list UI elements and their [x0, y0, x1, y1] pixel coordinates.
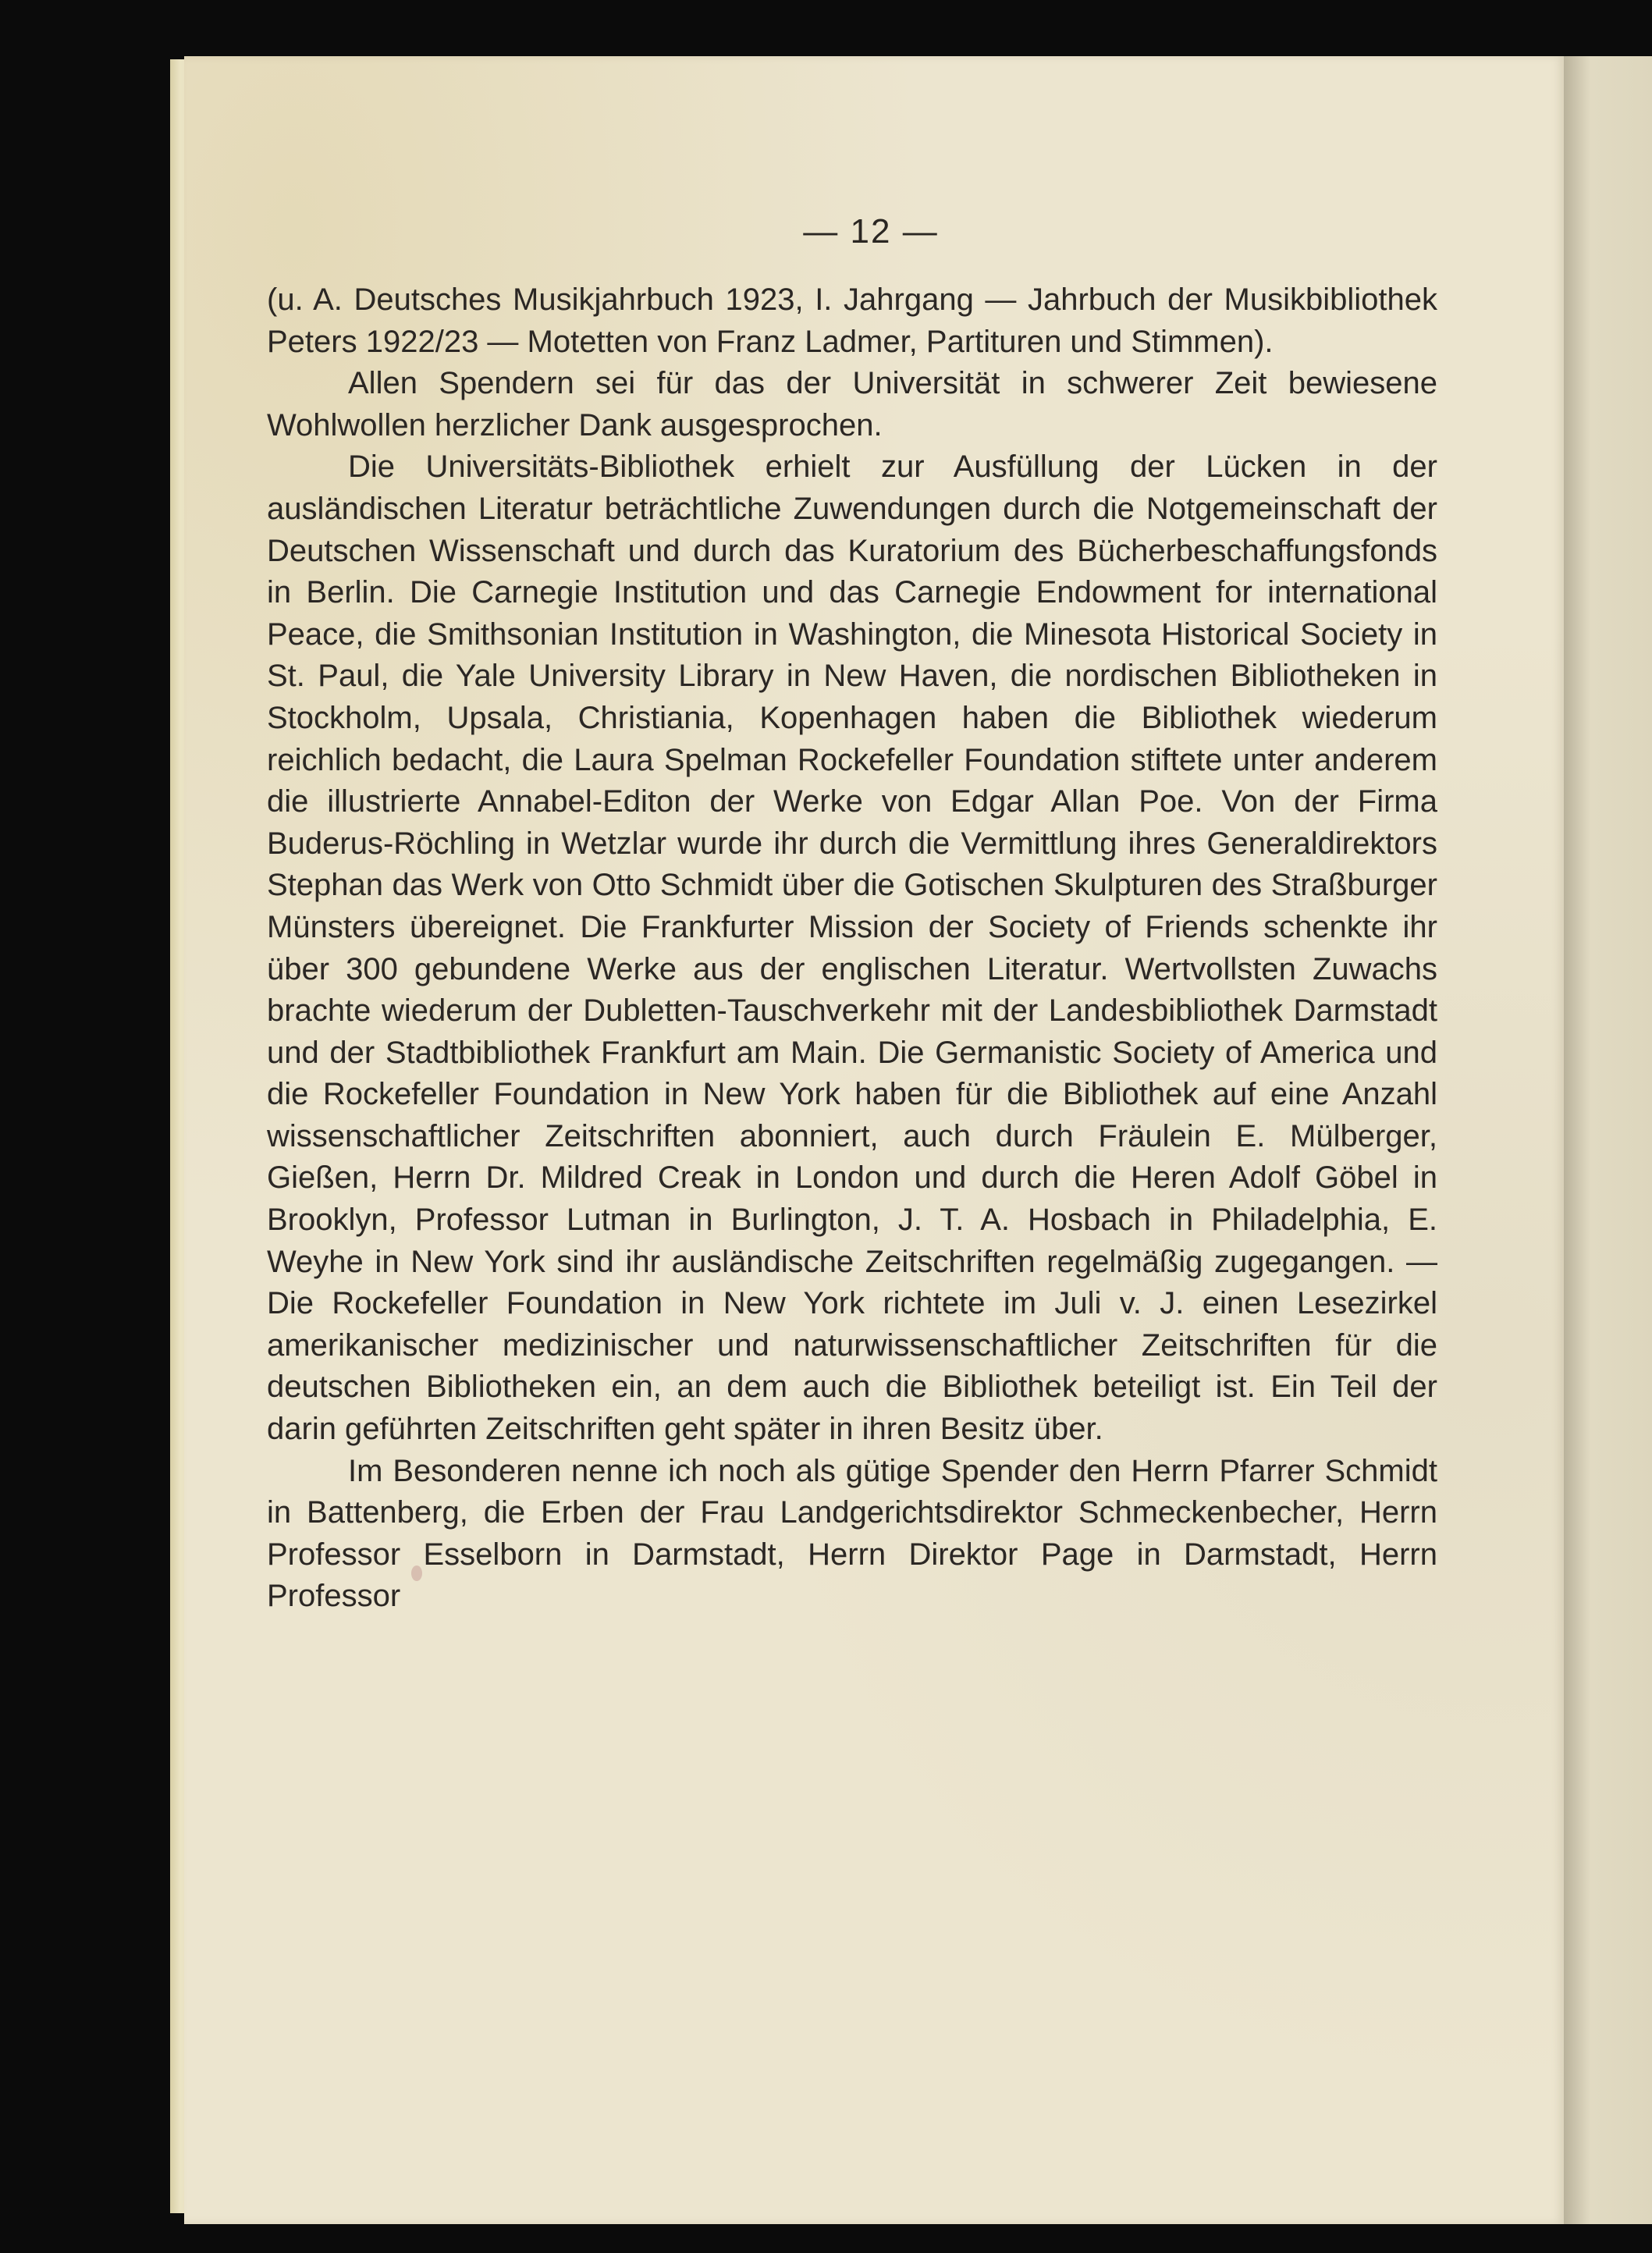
paragraph-thanks: Allen Spendern sei für das der Universität in schwerer Zeit bewiesene Wohlwollen herzlicher Dank ausgesprochen.: [267, 366, 1437, 442]
page-number: — 12 —: [803, 212, 939, 251]
paragraph-donors: Im Besonderen nenne ich noch als gütige Spender den Herrn Pfarrer Schmidt in Battenberg, die Erben der Frau Landgerichtsdirektor Schmeckenbecher, Herrn Professor Esselborn in Darmstadt, Herrn Direktor Page in Darmstadt, Herrn Professor: [267, 1453, 1437, 1614]
adjacent-page-edge: [1564, 56, 1652, 2224]
paragraph-continuation: (u. A. Deutsches Musikjahrbuch 1923, I. Jahrgang — Jahrbuch der Musikbibliothek Peters 1922/23 — Motetten von Franz Ladmer, Partituren und Stimmen).: [267, 283, 1437, 359]
paragraph-donations: Die Universitäts-Bibliothek erhielt zur Ausfüllung der Lücken in der ausländischen Literatur beträchtliche Zuwendungen durch die Notgemeinschaft der Deutschen Wissenschaft und durch das Kuratorium des Bücherbeschaffungsfonds in Berlin. Die Carnegie Institution und das Carnegie Endowment for international Peace, die Smithsonian Institution in Washington, die Minesota Historical Society in St. Paul, die Yale University Library in New Haven, die nordischen Bibliotheken in Stockholm, Upsala, Christiania, Kopenhagen haben die Bibliothek wiederum reichlich bedacht, die Laura Spelman Rockefeller Foundation stiftete unter anderem die illustrierte Annabel-Editon der Werke von Edgar Allan Poe. Von der Firma Buderus-Röchling in Wetzlar wurde ihr durch die Vermittlung ihres Generaldirektors Stephan das Werk von Otto Schmidt über die Gotischen Skulpturen des Straßburger Münsters übereignet. Die Frankfurter Mission der Society of Friends schenkte ihr über 300 gebundene Werke aus der englischen Literatur. Wertvollsten Zuwachs brachte wiederum der Dubletten-Tauschverkehr mit der Landesbibliothek Darmstadt und der Stadtbibliothek Frankfurt am Main. Die Germanistic Society of America und die Rockefeller Foundation in New York haben für die Bibliothek auf eine Anzahl wissenschaftlicher Zeitschriften abonniert, auch durch Fräulein E. Mülberger, Gießen, Herrn Dr. Mildred Creak in London und durch die Heren Adolf Göbel in Brooklyn, Professor Lutman in Burlington, J. T. A. Hosbach in Philadelphia, E. Weyhe in New York sind ihr ausländische Zeitschriften regelmäßig zugegangen. — Die Rockefeller Foundation in New York richtete im Juli v. J. einen Lesezirkel amerikanischer medizinischer und naturwissenschaftlicher Zeitschriften für die deutschen Bibliotheken ein, an dem auch die Bibliothek beteiligt ist. Ein Teil der darin geführten Zeitschriften geht später in ihren Besitz über.: [267, 450, 1437, 1447]
body-text: [267, 279, 1437, 1618]
